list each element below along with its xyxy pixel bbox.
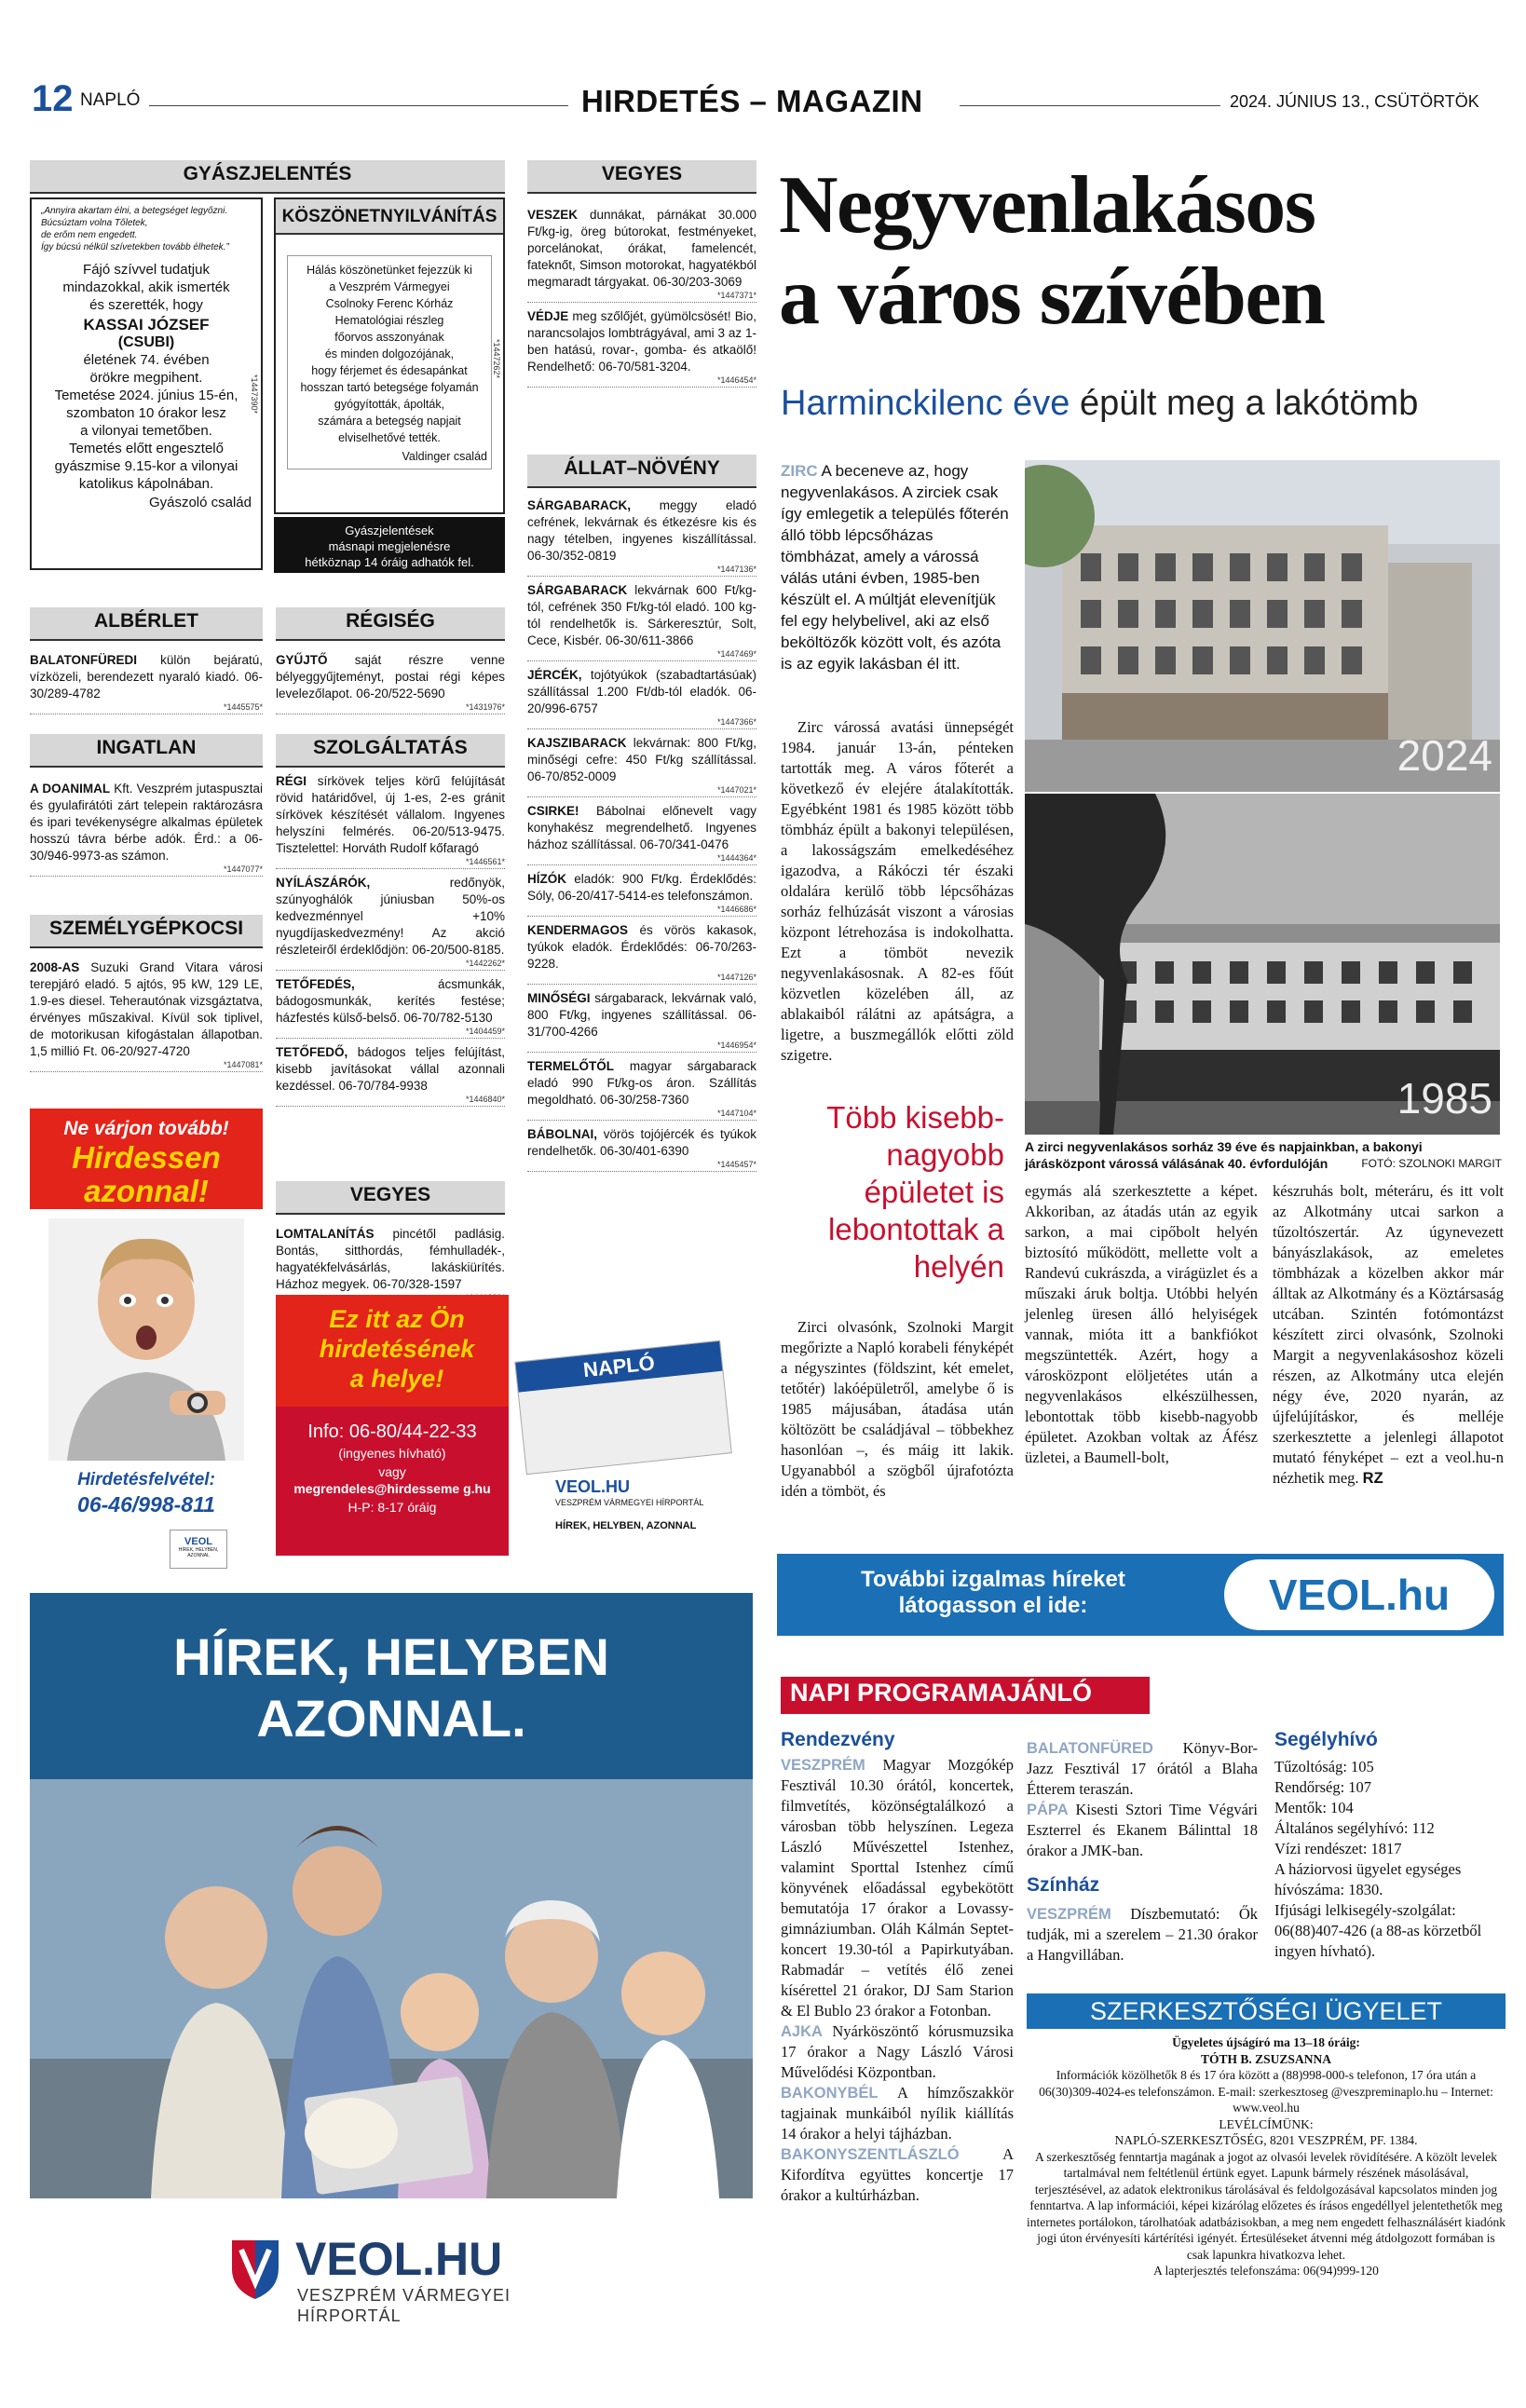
szemelygepkocsi-ads <box>30 959 263 1078</box>
obituary-details <box>41 351 252 493</box>
promo-left-line1: Ne várjon tovább! <box>63 1118 229 1139</box>
emergency-line: A háziorvosi ügyelet egységes hívószáma: 1830. <box>1274 1860 1462 1898</box>
ad-keyword: JÉRCÉK, <box>527 668 582 682</box>
ad-text: eladók: 900 Ft/kg. Érdeklődés: Sóly, 06-20/417-5414-es telefonszámon. <box>527 872 756 903</box>
program-text: Magyar Mozgókép Fesztivál 10.30 órától, koncertek, filmvetítés, közönségtalálkozó a városban több helyszínen. Legeza László Művészettel Istenhez, valamint Sporttal Istenhez című könyvének előadással egybekötött bemutatója 17 órakor a Lovassy-gimnáziumban. Oláh Kálmán Septet-koncert 19.30-tól a Papirkutyában. Rabmadár – vetítés élő zenei kísérettel 21 órakor, DJ Sam Starion & El Bublo 23 órakor a Fotonban. <box>781 1756 1014 2020</box>
program-item <box>1027 1800 1258 1861</box>
issue-date: 2024. JÚNIUS 13., CSÜTÖRTÖK <box>1230 92 1479 111</box>
newspaper-brand: NAPLÓ <box>80 90 141 110</box>
ad-code: *1445575* <box>223 702 263 712</box>
program-place: AJKA <box>781 2023 823 2040</box>
editorial-head: SZERKESZTŐSÉGI ÜGYELET <box>1027 1993 1506 2029</box>
ad-keyword: 2008-AS <box>30 960 80 974</box>
ad-text: Kft. Veszprém jutaspusztai és gyulafirátóti zárt telepein raktározásra és ipari tevékenységre alkalmas épületek hosszú távra bérbe adók. Érd.: a 06-30/946-9973-as számon. <box>30 782 263 863</box>
ad-code: *1447077* <box>223 864 263 874</box>
ad-code: *1447081* <box>223 1060 263 1069</box>
ad-keyword: CSIRKE! <box>527 804 579 818</box>
ad-keyword: TETŐFEDŐ, <box>276 1045 348 1059</box>
notice-line: hétköznap 14 óráig adhatók fel. <box>305 555 474 569</box>
classified-ad <box>276 1226 505 1305</box>
ad-text: magyar sárgabarack eladó 990 Ft/kg-os áron. Szállítás megoldható. 06-30/258-7360 <box>527 1059 756 1107</box>
ad-text: sírkövek teljes körű felújítását rövid határidővel, új 1-es, 2-es gránit sírkövek készítését vállalom. Ingyenes helyszíni felmérés. 06-20/513-9475. Tisztelettel: Horváth Rudolf kőfaragó <box>276 774 505 855</box>
article-paragraph-3: egymás alá szerkesztette a képet. Akkoriban, az átadás után az egyik sarkon, a mai cipőbolt helyén biztosító működött, mellette volt a Randevú cukrászda, a virágüzlet és a műszaki áruk boltja. Utóbbi helyén jelenleg üresen álló helyiségek vannak, mióta itt a bankfiókot megszüntették. Azért, hogy a városközpont elöljetétes után a negyvenlakásos elkészülhessen, lebontottak több kisebb-nagyobb épületet. Azokban voltak az Áfész üzletei, a Baumell-bolt, <box>1025 1182 1258 1466</box>
ad-code: *1447021* <box>716 785 756 795</box>
program-item <box>781 1755 1014 2021</box>
ad-keyword: KAJSZIBARACK <box>527 736 627 750</box>
classified-ad <box>30 959 263 1072</box>
emergency-line: Vízi rendészet: 1817 <box>1274 1840 1402 1857</box>
ad-text: sárgabarack, lekvárnak való, 800 Ft/kg, ingyenes szállítással. 06-31/700-4266 <box>527 991 756 1039</box>
ad-code: *1445457* <box>716 1160 756 1169</box>
article-paragraph-1: Zirc várossá avatási ünnepségét 1984. január 13-án, pénteken tartották meg. A város főterét a következő év elejére átalakították. Egyébként 1981 és 1985 között több tömbház épült a bakonyi településen, a lakosságszám emelkedéséhez igazodva, a Rákóczi tér északi oldalára kerülő több lépcsőházas sorház felhúzását viszont a városias központ létrehozása is indokolhatta. Ezt a tömböt nevezik negyvenlakásosnak. A 82-es főút közvetlen közelében áll, az ablakaiból rálátni az apátságra, a ligetre, a buszmegállók előtti zöld szigetre. <box>781 718 1014 1064</box>
thanks-line: Csolnoky Ferenc Kórház <box>325 297 454 310</box>
allat-noveny-section-head: ÁLLAT–NÖVÉNY <box>527 455 756 488</box>
obituary-line: Fájó szívvel tudatjuk <box>83 262 210 278</box>
promo-mid[interactable] <box>276 1295 751 1556</box>
emergency-line: Mentők: 104 <box>1274 1799 1354 1816</box>
ad-keyword: KENDERMAGOS <box>527 923 629 937</box>
veol-big-ad[interactable] <box>30 1593 753 2357</box>
regiseg-section-head: RÉGISÉG <box>276 607 505 641</box>
ad-text: Suzuki Grand Vitara városi terepjáró eladó. 5 ajtós, 95 kW, 129 LE, 1.9-es diesel. Teherautónak vizsgáztatva, érvényes műszakival. Kívül sok tiplivel, de motorikusan kifogástalan állapotban. 1,5 millió Ft. 06-20/927-4720 <box>30 960 263 1058</box>
obituary-signature: Gyászoló család <box>148 495 252 510</box>
veol-logo-small: VEOL HÍREK, HELYBEN, AZONNAL <box>170 1530 227 1569</box>
emergency-line: Általános segélyhívó: 112 <box>1274 1819 1435 1837</box>
classified-ad <box>276 976 505 1039</box>
thanks-code: *1447262* <box>492 339 501 379</box>
ad-keyword: GYŰJTŐ <box>276 653 328 667</box>
classified-ad <box>276 773 505 869</box>
thanks-signature: Valdinger család <box>402 450 487 463</box>
theatre-item: VESZPRÉM Díszbemutató: Ők tudják, mi a szerelem – 21.30 órakor a Hangvillában. <box>1027 1905 1258 1964</box>
promo-mid-info[interactable]: Info: 06-80/44-22-33 <box>307 1422 477 1442</box>
obituary-line: Temetés előtt engesztelő <box>69 441 224 456</box>
ad-keyword: BÁBOLNAI, <box>527 1127 597 1141</box>
ad-text: redőnyök, szúnyoghálók júniusban 50%-os kedvezménnyel +10% nyugdíjaskedvezmény! Az akció részleteiről érdeklődjön: 06-20/500-8185. <box>276 876 505 957</box>
photo-1985 <box>1025 794 1500 1135</box>
emergency-line: Tűzoltóság: 105 <box>1274 1758 1374 1775</box>
promo-mid-or: vagy <box>378 1464 406 1479</box>
ad-text: lekvárnak 600 Ft/kg-tól, cefrének 350 Ft/kg-tól eladó. 100 kg-tól rendelhetők is. Sárkeresztúr, Solt, Cece, Kisbér. 06-30/611-3866 <box>527 583 756 647</box>
thanks-line: hogy férjemet és édesapánkat <box>311 364 468 377</box>
ad-keyword: VÉDJE <box>527 309 569 323</box>
ad-text: dunnákat, párnákat 30.000 Ft/kg-ig, öreg bútorokat, festményeket, porcelánokat, órákat, famelencét, fateknőt, Simson motorokat, hagyatékból megmaradt tárgyakat. 06-30/203-3069 <box>527 208 756 289</box>
photo-caption: A zirci negyvenlakásos sorház 39 éve és napjainkban, a bakonyi járásközpont várossá válásának 40. évfordulóján FOTÓ: SZOLNOKI MARGIT <box>1025 1139 1502 1171</box>
promo-left-line3: azonnal! <box>84 1174 209 1208</box>
quote-line: de erőm nem engedett. <box>41 230 138 240</box>
ad-keyword: SÁRGABARACK, <box>527 498 631 512</box>
quote-line: „Annyira akartam élni, a betegséget legyőzni. <box>41 206 228 216</box>
page-number: 12 <box>32 78 74 119</box>
szinhaz-head: Színház <box>1027 1874 1100 1896</box>
classified-ad <box>527 1126 756 1172</box>
program-item <box>781 2021 1014 2083</box>
big-ad-logo-sub1: VESZPRÉM VÁRMEGYEI <box>297 2286 511 2305</box>
promo-mid-hours: H-P: 8-17 óráig <box>347 1500 437 1515</box>
emergency-line: Rendőrség: 107 <box>1274 1778 1372 1796</box>
classified-ad <box>527 990 756 1053</box>
big-ad-headline: HÍREK, HELYBEN AZONNAL. <box>173 1627 609 1748</box>
rendezveny-head: Rendezvény <box>781 1729 895 1750</box>
alberlet-ads <box>30 652 263 720</box>
regiseg-ads <box>276 652 505 720</box>
ad-text: ácsmunkák, bádogosmunkák, kerítés festése; házfestés külső-belső. 06-70/782-5130 <box>276 977 505 1025</box>
classified-ad <box>527 871 756 917</box>
promo-mid-headline: Ez itt az Ön hirdetésének a helye! <box>319 1305 475 1393</box>
program-place: BALATONFÜRED <box>1027 1740 1153 1757</box>
ad-code: *1447126* <box>716 973 756 982</box>
classified-ad <box>527 308 756 388</box>
program-text: Nyárköszöntő kórusmuzsika 17 órakor a Nagy László Városi Művelődési Központban. <box>781 2022 1014 2081</box>
promo-mid-logo-sub: VESZPRÉM VÁRMEGYEI HÍRPORTÁL <box>555 1498 704 1507</box>
alberlet-section-head: ALBÉRLET <box>30 607 263 641</box>
program-place: VESZPRÉM <box>781 1757 865 1774</box>
thanks-text <box>292 262 487 446</box>
program-text: Kisesti Sztori Time Végvári Eszterrel és Ekanem Bálinttal 18 órakor a JMK-ban. <box>1027 1801 1258 1859</box>
classified-ad <box>527 582 756 661</box>
deceased-name: KASSAI JÓZSEF <box>83 316 210 333</box>
quote-line: Így búcsú nélkül szívetekben tovább élhetek.” <box>41 242 229 252</box>
thanks-line: elviselhetővé tették. <box>338 431 441 444</box>
article-lead: ZIRC A beceneve az, hogy negyvenlakásos. A zirciek csak így emlegetik a település főterén álló több lépcsőházas tömbházat, amely a várossá válás utáni évben, 1985-ben készült el. A múltját elevenítjük fel egy helybelivel, aki az első beköltözők között volt, és azóta is az egyik lakásban él itt. <box>781 462 1009 673</box>
veol-banner-logo[interactable]: VEOL.hu <box>1224 1559 1494 1630</box>
vegyes-ads <box>527 207 756 393</box>
programs-list-2 <box>1027 1738 1258 1861</box>
deceased-nickname: (CSUBI) <box>117 334 175 350</box>
classified-ad <box>527 1058 756 1121</box>
veol-shield-icon <box>227 2236 283 2301</box>
ad-keyword: TETŐFEDÉS, <box>276 977 355 991</box>
obituary-quote <box>41 205 252 253</box>
classified-ad <box>527 207 756 303</box>
obituary-line: mindazokkal, akik ismerték <box>62 279 230 295</box>
promo-left[interactable] <box>30 1109 263 1585</box>
emergency-line: Ifjúsági lelkisegély-szolgálat: 06(88)407-426 (a 88-as körzetből ingyen hívható). <box>1274 1901 1482 1960</box>
ad-keyword: VESZEK <box>527 208 579 222</box>
thanks-line: számára a betegség napjait <box>318 415 461 428</box>
thanks-line: gyógyították, ápolták, <box>334 398 445 411</box>
ad-text: saját részre venne bélyeggyűjteményt, postai régi képes levelezőlapot. 06-20/522-5690 <box>276 653 505 701</box>
promo-mid-info-sub: (ingyenes hívható) <box>338 1446 446 1461</box>
thanks-line: Hematológiai részleg <box>334 314 444 327</box>
ad-code: *1444364* <box>716 853 756 863</box>
notice-line: Gyászjelentések <box>345 524 434 537</box>
ad-code: *1447104* <box>716 1109 756 1118</box>
editorial-body: Ügyeletes újságíró ma 13–18 óráig: TÓTH B. ZSUZSANNA Információk közölhetők 8 és 17 óra között a (88)998-000-s telefonon, 17 óra után a 06(30)309-4024-es telefonszámon. E-mail: szerkesztoseg @veszpreminaplo.hu – Internet: www.veol.hu LEVÉLCÍMÜNK: NAPLÓ-SZERKESZTŐSÉG, 8201 VESZPRÉM, PF. 1384. A szerkesztőség fenntartja magának a jogot az olvasói levelek rövidítésére. A közölt levelek tartalmával nem feltétlenül értünk egyet. Lapunk bármely részének másolásával, terjesztésével, az adatok elektronikus tárolásával és feldolgozásával kapcsolatos minden jog fenntartva. A lap információi, képei kizárólag előzetes és írásos engedéllyel jelentethetők meg internetes portálokon, tárolhatóak adatbázisokban, a meg nem engedett felhasználásért kiadónk jogi úton érvényesíti kártérítési igényét. Értesüléseket átvenni még átdolgozott formában is csak lapunkra hivatkozva lehet. A lapterjesztés telefonszáma: 06(94)999-120 <box>1027 2035 1506 2278</box>
ingatlan-ads <box>30 781 263 882</box>
author-initials: RZ <box>1362 1470 1383 1487</box>
classified-ad <box>527 735 756 797</box>
thanks-line: és minden dolgozójának, <box>324 347 455 361</box>
obituary-line: életének 74. évében <box>83 352 210 368</box>
promo-left-line2: Hirdessen <box>72 1140 221 1175</box>
program-text: A hímzőszakkör tagjainak munkáiból nyílik kiállítás 14 órakor a helyi tájházban. <box>781 2084 1014 2143</box>
classified-ad <box>276 652 505 714</box>
ad-code: *1447371* <box>716 291 756 300</box>
veol-banner[interactable] <box>777 1554 1504 1636</box>
ad-text: meg szőlőjét, gyümölcsösét! Bio, narancsolajos lombtrágyával, ami 3 az 1-ben hatású, rovar-, gomba- és atkaölő! Rendelhető: 06-70/581-3204. <box>527 309 756 374</box>
obituary-line: szombaton 10 órakor lesz <box>66 405 226 421</box>
ad-text: külön bejáratú, vízközeli, berendezett nyaraló kiadó. 06-30/289-4782 <box>30 653 263 701</box>
promo-left-cta: Hirdetésfelvétel: <box>77 1470 215 1490</box>
ad-code: *1447366* <box>716 717 756 727</box>
ad-code: *1431976* <box>465 702 505 712</box>
year-label-1985: 1985 <box>1397 1074 1492 1122</box>
header-rule-left <box>149 105 568 106</box>
notice-line: másnapi megjelenésre <box>328 539 451 553</box>
vegyes-section-head: VEGYES <box>527 160 756 194</box>
obituary-line: Temetése 2024. június 15-én, <box>54 388 238 403</box>
obituary-line: katolikus kápolnában. <box>78 476 214 492</box>
ad-text: bádogos teljes felújítást, kisebb javításokat vállal azonnali kezdéssel. 06-70/784-9938 <box>276 1045 505 1093</box>
ad-code: *1446454* <box>716 375 756 385</box>
ad-text: vörös tojójércék és tyúkok rendelhetők. 06-30/401-6390 <box>527 1127 756 1158</box>
classified-ad <box>527 803 756 865</box>
program-item <box>781 2144 1014 2206</box>
emergency-col <box>1274 1729 1506 1962</box>
classified-ad <box>527 667 756 729</box>
obituary-line: örökre megpihent. <box>89 370 203 386</box>
ad-text: tojótyúkok (szabadtartásúak) szállítással 1.200 Ft/db-tól eladók. 06-20/996-6757 <box>527 668 756 715</box>
thanks-body <box>287 255 492 469</box>
big-ad-logo: VEOL.HU <box>295 2233 503 2285</box>
ingatlan-section-head: INGATLAN <box>30 734 263 768</box>
emergency-numbers <box>1274 1757 1506 1962</box>
ad-text: pincétől padlásig. Bontás, sitthordás, fémhulladék-, hagyatékfelvásárlás, lakáskiürítés. Házhoz megyek. 06-70/328-1597 <box>276 1227 505 1291</box>
newspaper-image: NAPLÓ <box>514 1340 732 1476</box>
szolgaltatas-section-head: SZOLGÁLTATÁS <box>276 734 505 768</box>
thanks-line: Hálás köszönetünket fejezzük ki <box>307 264 472 277</box>
promo-mid-logo: VEOL.HU <box>555 1477 631 1496</box>
classified-ad <box>30 781 263 877</box>
article-subhead: Harminckilenc éve épült meg a lakótömb <box>781 384 1419 423</box>
ad-text: lekvárnak: 800 Ft/kg, minőségi cefre: 450 Ft/kg szállítással. 06-70/852-0009 <box>527 736 756 783</box>
ad-text: Bábolnai előnevelt vagy konyhakész megrendelhető. Ingyenes házhoz szállítással. 06-70/341-0476 <box>527 804 756 851</box>
programs-col-2 <box>1027 1738 1258 1966</box>
program-place: BAKONYBÉL <box>781 2085 879 2102</box>
program-place: PÁPA <box>1027 1802 1069 1818</box>
year-label-2024: 2024 <box>1397 731 1492 780</box>
promo-left-phone[interactable]: 06-46/998-811 <box>77 1492 215 1517</box>
family-photo <box>30 1779 753 2198</box>
classified-ad <box>527 922 756 985</box>
classified-ad <box>30 652 263 714</box>
classified-ad <box>527 497 756 577</box>
obituary-notice <box>30 197 263 570</box>
ad-keyword: SÁRGABARACK <box>527 583 628 597</box>
article-paragraph-2: Zirci olvasónk, Szolnoki Margit megőrizte a Napló korabeli fényképét a négyszintes (földszint, két emelet, tetőtér) lakóépületről, amelybe ő is 1985 májusában, átadása után költözött be családjával – többekhez hasonlóan –, és máig itt lakik. Ugyanabból a szögből újrafotózta idén a tömböt, és <box>781 1318 1014 1500</box>
thanks-notice <box>274 197 505 514</box>
ad-keyword: MINŐSÉGI <box>527 991 591 1005</box>
ad-code: *1446686* <box>716 905 756 914</box>
quote-line: Búcsúztam volna Tőletek, <box>41 218 148 228</box>
ad-code: *1446561* <box>465 857 505 866</box>
programs-list-1 <box>781 1755 1014 2206</box>
deadline-notice <box>274 517 505 573</box>
obituary-code: *1447390* <box>250 374 259 415</box>
obituary-intro <box>41 261 252 314</box>
ad-keyword: BALATONFÜREDI <box>30 653 137 667</box>
ad-code: *1447469* <box>716 649 756 659</box>
ad-text: és vörös kakasok, tyúkok eladók. Érdeklődés: 06-70/263-9228. <box>527 923 756 971</box>
szemelygepkocsi-section-head: SZEMÉLYGÉPKOCSI <box>30 915 263 948</box>
photo-2024 <box>1025 460 1500 792</box>
ad-code: *1404459* <box>465 1027 505 1036</box>
program-place: BAKONYSZENTLÁSZLÓ <box>781 2146 960 2163</box>
program-item <box>1027 1738 1258 1800</box>
obituary-line: a vilonyai temetőben. <box>80 423 212 439</box>
thanks-line: hosszan tartó betegsége folyamán <box>300 381 479 394</box>
article-paragraph-4: készruhás bolt, méteráru, és itt volt az Alkotmány utcai sarkon a tűzoltószertár. Az úgynevezett bányászlakások, az emeletes tömbházak a közelben akkor már álltak az Alkotmány és a Köztársaság utcában. Szintén fotómontázst készített zirci olvasónk, Szolnoki Margit a negyvenlakásoshoz közeli részen, az Alkotmány utca elején négy éve, 2020 nyarán, az újfelújításkor, és melléje szerkesztette a jelenlegi állapotot mutató fényképet – ezt a veol.hu-n nézhetik meg. RZ <box>1273 1182 1504 1487</box>
ad-keyword: LOMTALANÍTÁS <box>276 1227 375 1241</box>
ad-code: *1446840* <box>465 1095 505 1104</box>
obituary-line: és szerették, hogy <box>89 297 203 313</box>
promo-mid-email[interactable]: megrendeles@hirdesseme g.hu <box>293 1481 491 1496</box>
ad-text: meggy eladó cefrének, lekvárnak és étkezésre kis és nagy tételben, ingyenes kiszállítással. 06-30/352-0819 <box>527 498 756 563</box>
surprised-man-illustration <box>48 1218 244 1461</box>
segelyhivo-head: Segélyhívó <box>1274 1729 1378 1750</box>
ad-keyword: NYÍLÁSZÁRÓK, <box>276 876 371 890</box>
obituary-section-head: GYÁSZJELENTÉS <box>30 160 505 194</box>
classified-ad <box>276 1044 505 1107</box>
classified-ad <box>276 875 505 971</box>
szolgaltatas-ads <box>276 773 505 1112</box>
ad-keyword: A DOANIMAL <box>30 782 111 796</box>
ad-keyword: HÍZÓK <box>527 872 566 886</box>
header-rule-right <box>960 105 1220 106</box>
article-pull-quote: Több kisebb-nagyobb épületet is lebontottak a helyén <box>826 1100 1004 1284</box>
vegyes-mid-section-head: VEGYES <box>276 1181 505 1215</box>
obituary-line: gyászmise 9.15-kor a vilonyai <box>54 458 238 474</box>
allat-noveny-ads <box>527 497 756 1177</box>
ad-code: *1442262* <box>465 959 505 968</box>
article-headline: Negyvenlakásos a város szívében <box>779 160 1325 342</box>
promo-mid-tagline: HÍREK, HELYBEN, AZONNAL <box>555 1520 697 1531</box>
thanks-line: a Veszprém Vármegyei <box>329 280 450 293</box>
program-text: A Kifordítva együttes koncertje 17 órakor a kultúrházban. <box>781 2145 1014 2204</box>
section-title: HIRDETÉS – MAGAZIN <box>581 84 923 118</box>
ad-code: *1446954* <box>716 1041 756 1050</box>
photo-credit: FOTÓ: SZOLNOKI MARGIT <box>1361 1157 1502 1170</box>
thanks-section-head: KÖSZÖNETNYILVÁNÍTÁS <box>276 199 503 235</box>
thanks-line: főorvos asszonyának <box>334 331 444 344</box>
big-ad-logo-sub2: HÍRPORTÁL <box>297 2306 402 2325</box>
program-item <box>781 2083 1014 2144</box>
ad-code: *1447136* <box>716 565 756 574</box>
programs-col-1 <box>781 1729 1014 2206</box>
program-text: Könyv-Bor-Jazz Fesztivál 17 órától a Blaha Étterem teraszán. <box>1027 1739 1258 1798</box>
ad-keyword: RÉGI <box>276 774 307 788</box>
veol-banner-text: További izgalmas híreket látogasson el ide: <box>861 1567 1125 1618</box>
programs-section-head: NAPI PROGRAMAJÁNLÓ <box>781 1677 1150 1714</box>
ad-keyword: TERMELŐTŐL <box>527 1059 614 1073</box>
